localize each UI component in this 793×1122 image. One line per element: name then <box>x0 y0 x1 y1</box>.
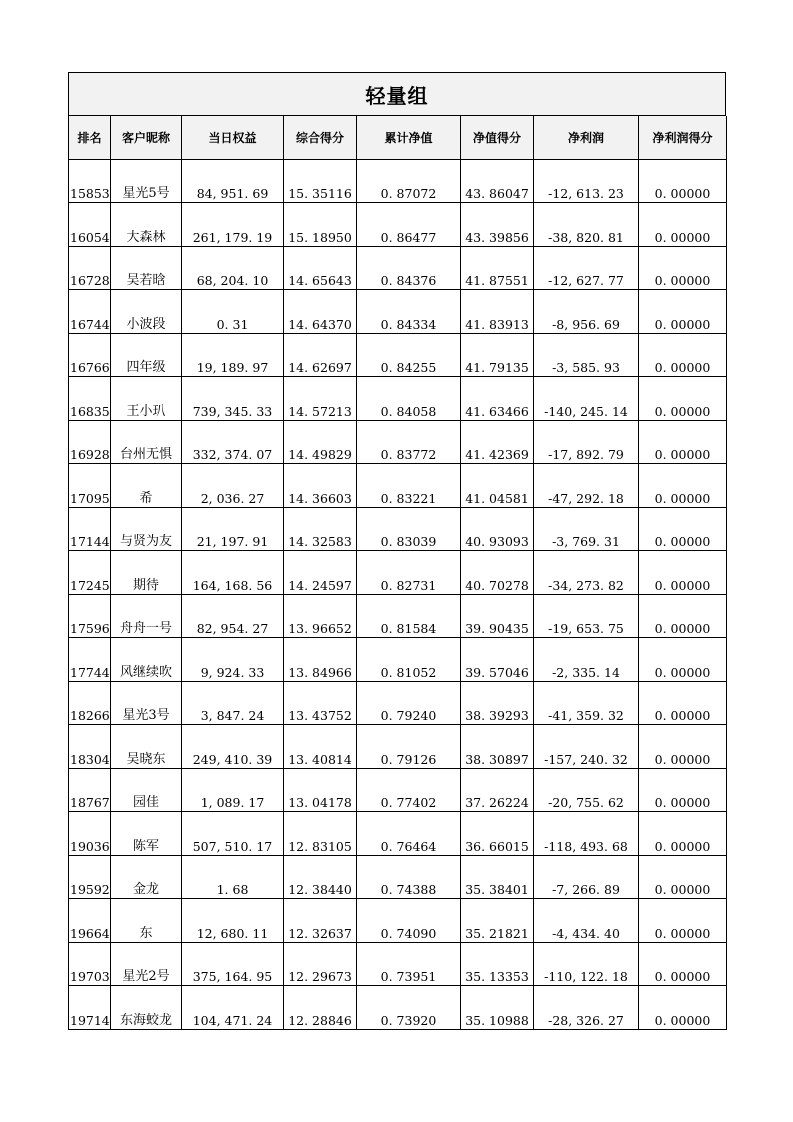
cell-equity: 739, 345. 33 <box>182 377 284 421</box>
cell-equity: 19, 189. 97 <box>182 333 284 377</box>
cell-equity: 261, 179. 19 <box>182 203 284 247</box>
cell-rank: 18767 <box>69 768 111 812</box>
cell-equity: 332, 374. 07 <box>182 420 284 464</box>
cell-net-profit: -3, 769. 31 <box>534 507 639 551</box>
cell-rank: 15853 <box>69 159 111 203</box>
cell-rank: 17596 <box>69 594 111 638</box>
table-row <box>69 594 727 638</box>
cell-cumulative-nav: 0. 73920 <box>357 986 461 1030</box>
cell-equity: 21, 197. 91 <box>182 507 284 551</box>
cell-nav-score: 41. 42369 <box>461 420 534 464</box>
cell-net-profit-score: 0. 00000 <box>639 159 727 203</box>
cell-total-score: 12. 83105 <box>284 812 357 856</box>
cell-net-profit: -8, 956. 69 <box>534 290 639 334</box>
cell-rank: 16728 <box>69 246 111 290</box>
cell-rank: 19714 <box>69 986 111 1030</box>
cell-net-profit-score: 0. 00000 <box>639 638 727 682</box>
cell-rank: 17245 <box>69 551 111 595</box>
table-row <box>69 333 727 377</box>
cell-cumulative-nav: 0. 83221 <box>357 464 461 508</box>
cell-nickname: 小波段 <box>111 290 182 334</box>
cell-rank: 16744 <box>69 290 111 334</box>
cell-cumulative-nav: 0. 74090 <box>357 899 461 943</box>
cell-rank: 17744 <box>69 638 111 682</box>
cell-equity: 164, 168. 56 <box>182 551 284 595</box>
cell-total-score: 12. 32637 <box>284 899 357 943</box>
cell-nav-score: 40. 70278 <box>461 551 534 595</box>
cell-nav-score: 35. 38401 <box>461 855 534 899</box>
cell-total-score: 12. 29673 <box>284 942 357 986</box>
cell-equity: 104, 471. 24 <box>182 986 284 1030</box>
cell-nickname: 星光3号 <box>111 681 182 725</box>
header-cumulative-nav: 累计净值 <box>357 116 461 159</box>
cell-equity: 507, 510. 17 <box>182 812 284 856</box>
cell-rank: 19592 <box>69 855 111 899</box>
cell-nav-score: 38. 39293 <box>461 681 534 725</box>
header-nav-score: 净值得分 <box>461 116 534 159</box>
cell-net-profit: -157, 240. 32 <box>534 725 639 769</box>
table-row <box>69 290 727 334</box>
cell-rank: 17144 <box>69 507 111 551</box>
cell-net-profit: -110, 122. 18 <box>534 942 639 986</box>
cell-cumulative-nav: 0. 74388 <box>357 855 461 899</box>
cell-equity: 9, 924. 33 <box>182 638 284 682</box>
cell-nickname: 东海蛟龙 <box>111 986 182 1030</box>
table-row <box>69 725 727 769</box>
cell-nav-score: 41. 04581 <box>461 464 534 508</box>
cell-net-profit: -7, 266. 89 <box>534 855 639 899</box>
cell-total-score: 14. 65643 <box>284 246 357 290</box>
title-row <box>68 72 726 116</box>
cell-net-profit-score: 0. 00000 <box>639 855 727 899</box>
cell-nickname: 星光2号 <box>111 942 182 986</box>
cell-total-score: 13. 96652 <box>284 594 357 638</box>
cell-net-profit-score: 0. 00000 <box>639 377 727 421</box>
cell-net-profit-score: 0. 00000 <box>639 986 727 1030</box>
cell-net-profit: -47, 292. 18 <box>534 464 639 508</box>
cell-cumulative-nav: 0. 81052 <box>357 638 461 682</box>
table-row <box>69 246 727 290</box>
cell-rank: 18266 <box>69 681 111 725</box>
cell-total-score: 12. 38440 <box>284 855 357 899</box>
cell-cumulative-nav: 0. 84376 <box>357 246 461 290</box>
header-rank: 排名 <box>69 116 111 159</box>
cell-total-score: 14. 36603 <box>284 464 357 508</box>
table-row <box>69 551 727 595</box>
cell-net-profit: -3, 585. 93 <box>534 333 639 377</box>
cell-rank: 16928 <box>69 420 111 464</box>
cell-total-score: 13. 43752 <box>284 681 357 725</box>
cell-equity: 68, 204. 10 <box>182 246 284 290</box>
cell-equity: 84, 951. 69 <box>182 159 284 203</box>
cell-nav-score: 39. 57046 <box>461 638 534 682</box>
cell-nickname: 吴晓东 <box>111 725 182 769</box>
cell-total-score: 15. 35116 <box>284 159 357 203</box>
cell-cumulative-nav: 0. 73951 <box>357 942 461 986</box>
cell-nickname: 星光5号 <box>111 159 182 203</box>
cell-nav-score: 41. 87551 <box>461 246 534 290</box>
cell-rank: 16054 <box>69 203 111 247</box>
cell-total-score: 15. 18950 <box>284 203 357 247</box>
ranking-table <box>68 116 727 1030</box>
cell-total-score: 14. 62697 <box>284 333 357 377</box>
cell-total-score: 13. 04178 <box>284 768 357 812</box>
cell-nav-score: 35. 13353 <box>461 942 534 986</box>
cell-total-score: 14. 57213 <box>284 377 357 421</box>
table-row <box>69 899 727 943</box>
table-row <box>69 812 727 856</box>
cell-net-profit: -118, 493. 68 <box>534 812 639 856</box>
table-row <box>69 507 727 551</box>
cell-net-profit: -4, 434. 40 <box>534 899 639 943</box>
cell-total-score: 14. 64370 <box>284 290 357 334</box>
cell-net-profit-score: 0. 00000 <box>639 246 727 290</box>
cell-net-profit-score: 0. 00000 <box>639 420 727 464</box>
cell-net-profit: -12, 627. 77 <box>534 246 639 290</box>
cell-cumulative-nav: 0. 81584 <box>357 594 461 638</box>
cell-rank: 19036 <box>69 812 111 856</box>
cell-net-profit-score: 0. 00000 <box>639 942 727 986</box>
cell-nickname: 四年级 <box>111 333 182 377</box>
cell-net-profit-score: 0. 00000 <box>639 725 727 769</box>
table-row <box>69 681 727 725</box>
table-row <box>69 855 727 899</box>
cell-net-profit-score: 0. 00000 <box>639 333 727 377</box>
table-body <box>69 159 727 1029</box>
cell-total-score: 13. 84966 <box>284 638 357 682</box>
cell-cumulative-nav: 0. 87072 <box>357 159 461 203</box>
cell-rank: 16766 <box>69 333 111 377</box>
cell-nav-score: 41. 63466 <box>461 377 534 421</box>
table-row <box>69 159 727 203</box>
cell-nav-score: 37. 26224 <box>461 768 534 812</box>
cell-nav-score: 41. 83913 <box>461 290 534 334</box>
cell-nav-score: 35. 21821 <box>461 899 534 943</box>
cell-net-profit: -20, 755. 62 <box>534 768 639 812</box>
cell-equity: 1. 68 <box>182 855 284 899</box>
cell-nav-score: 38. 30897 <box>461 725 534 769</box>
cell-total-score: 14. 32583 <box>284 507 357 551</box>
cell-rank: 19664 <box>69 899 111 943</box>
cell-net-profit: -2, 335. 14 <box>534 638 639 682</box>
cell-net-profit: -28, 326. 27 <box>534 986 639 1030</box>
cell-net-profit-score: 0. 00000 <box>639 768 727 812</box>
cell-cumulative-nav: 0. 82731 <box>357 551 461 595</box>
cell-equity: 12, 680. 11 <box>182 899 284 943</box>
cell-equity: 375, 164. 95 <box>182 942 284 986</box>
cell-cumulative-nav: 0. 86477 <box>357 203 461 247</box>
table-row <box>69 464 727 508</box>
cell-equity: 2, 036. 27 <box>182 464 284 508</box>
cell-cumulative-nav: 0. 84255 <box>357 333 461 377</box>
cell-total-score: 14. 49829 <box>284 420 357 464</box>
table-row <box>69 638 727 682</box>
cell-net-profit: -19, 653. 75 <box>534 594 639 638</box>
cell-net-profit-score: 0. 00000 <box>639 594 727 638</box>
cell-nickname: 陈军 <box>111 812 182 856</box>
cell-net-profit: -41, 359. 32 <box>534 681 639 725</box>
cell-nickname: 王小玐 <box>111 377 182 421</box>
table-row <box>69 942 727 986</box>
cell-nickname: 舟舟一号 <box>111 594 182 638</box>
header-row <box>69 116 727 159</box>
cell-net-profit-score: 0. 00000 <box>639 507 727 551</box>
cell-net-profit: -34, 273. 82 <box>534 551 639 595</box>
cell-rank: 16835 <box>69 377 111 421</box>
cell-net-profit-score: 0. 00000 <box>639 812 727 856</box>
cell-nav-score: 40. 93093 <box>461 507 534 551</box>
cell-net-profit-score: 0. 00000 <box>639 464 727 508</box>
cell-nav-score: 43. 39856 <box>461 203 534 247</box>
cell-cumulative-nav: 0. 77402 <box>357 768 461 812</box>
cell-equity: 82, 954. 27 <box>182 594 284 638</box>
cell-nav-score: 36. 66015 <box>461 812 534 856</box>
cell-cumulative-nav: 0. 79240 <box>357 681 461 725</box>
cell-net-profit-score: 0. 00000 <box>639 899 727 943</box>
cell-total-score: 12. 28846 <box>284 986 357 1030</box>
cell-cumulative-nav: 0. 79126 <box>357 725 461 769</box>
cell-net-profit-score: 0. 00000 <box>639 681 727 725</box>
table-title: 轻量组 <box>365 83 429 108</box>
cell-rank: 19703 <box>69 942 111 986</box>
table-row <box>69 377 727 421</box>
cell-nickname: 东 <box>111 899 182 943</box>
cell-cumulative-nav: 0. 83039 <box>357 507 461 551</box>
cell-nickname: 园佳 <box>111 768 182 812</box>
cell-net-profit: -140, 245. 14 <box>534 377 639 421</box>
cell-equity: 249, 410. 39 <box>182 725 284 769</box>
header-equity: 当日权益 <box>182 116 284 159</box>
cell-net-profit-score: 0. 00000 <box>639 203 727 247</box>
cell-net-profit-score: 0. 00000 <box>639 290 727 334</box>
cell-net-profit-score: 0. 00000 <box>639 551 727 595</box>
cell-nav-score: 43. 86047 <box>461 159 534 203</box>
table-row <box>69 768 727 812</box>
cell-net-profit: -38, 820. 81 <box>534 203 639 247</box>
cell-nickname: 金龙 <box>111 855 182 899</box>
cell-nickname: 与贤为友 <box>111 507 182 551</box>
cell-cumulative-nav: 0. 83772 <box>357 420 461 464</box>
cell-equity: 1, 089. 17 <box>182 768 284 812</box>
header-nickname: 客户昵称 <box>111 116 182 159</box>
cell-nickname: 期待 <box>111 551 182 595</box>
cell-equity: 3, 847. 24 <box>182 681 284 725</box>
table-row <box>69 203 727 247</box>
cell-nickname: 吴若晗 <box>111 246 182 290</box>
cell-rank: 17095 <box>69 464 111 508</box>
cell-rank: 18304 <box>69 725 111 769</box>
cell-nickname: 风继续吹 <box>111 638 182 682</box>
header-net-profit: 净利润 <box>534 116 639 159</box>
cell-nav-score: 35. 10988 <box>461 986 534 1030</box>
cell-nickname: 希 <box>111 464 182 508</box>
cell-net-profit: -17, 892. 79 <box>534 420 639 464</box>
cell-nav-score: 39. 90435 <box>461 594 534 638</box>
spreadsheet <box>68 72 726 1030</box>
cell-nav-score: 41. 79135 <box>461 333 534 377</box>
cell-total-score: 14. 24597 <box>284 551 357 595</box>
cell-nickname: 大森林 <box>111 203 182 247</box>
cell-cumulative-nav: 0. 76464 <box>357 812 461 856</box>
table-row <box>69 986 727 1030</box>
table-row <box>69 420 727 464</box>
cell-equity: 0. 31 <box>182 290 284 334</box>
cell-total-score: 13. 40814 <box>284 725 357 769</box>
cell-cumulative-nav: 0. 84058 <box>357 377 461 421</box>
cell-cumulative-nav: 0. 84334 <box>357 290 461 334</box>
header-net-profit-score: 净利润得分 <box>639 116 727 159</box>
header-total-score: 综合得分 <box>284 116 357 159</box>
cell-net-profit: -12, 613. 23 <box>534 159 639 203</box>
cell-nickname: 台州无惧 <box>111 420 182 464</box>
